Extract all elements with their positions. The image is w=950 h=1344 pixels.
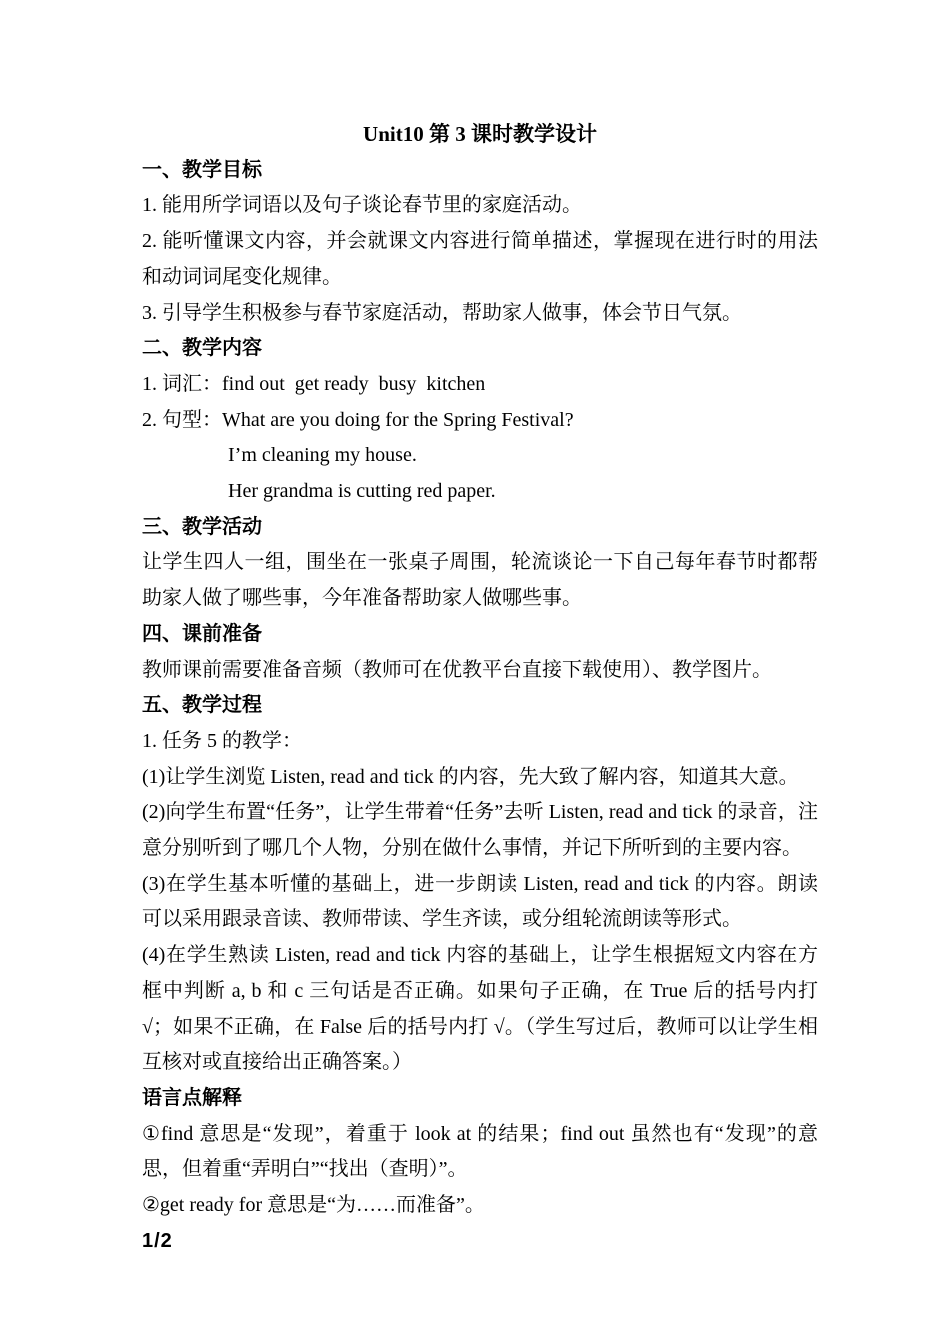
paragraph-sentence-example-2: Her grandma is cutting red paper. [228, 480, 496, 503]
heading-preparation: 四、课前准备 [142, 622, 262, 645]
paragraph-goal-2: 2. 能听懂课文内容，并会就课文内容进行简单描述，掌握现在进行时的用法和动词词尾变化规律。 [142, 230, 818, 288]
paragraph-step-4: (4)在学生熟读 Listen, read and tick 内容的基础上，让学生根据短文内容在方框中判断 a, b 和 c 三句话是否正确。如果句子正确，在 True 后的括号内打 √；如果不正确，在 False 后的括号内打 √。（学生写过后，教师可以让学生相互核对或直接给出正确答案。） [142, 944, 823, 1074]
paragraph-sentence-pattern: 2. 句型：What are you doing for the Spring Festival? [142, 408, 574, 431]
paragraph-step-3: (3)在学生基本听懂的基础上，进一步朗读 Listen, read and tick 的内容。朗读可以采用跟录音读、教师带读、学生齐读，或分组轮流朗读等形式。 [142, 872, 818, 931]
heading-language-points: 语言点解释 [142, 1086, 242, 1109]
paragraph-step-1: (1)让学生浏览 Listen, read and tick 的内容，先大致了解内容，知道其大意。 [142, 765, 799, 788]
document-content [142, 117, 823, 1260]
heading-teaching-process: 五、教学过程 [142, 694, 262, 717]
heading-teaching-content: 二、教学内容 [142, 337, 262, 360]
paragraph-activity: 让学生四人一组，围坐在一张桌子周围，轮流谈论一下自己每年春节时都帮助家人做了哪些事，今年准备帮助家人做哪些事。 [142, 551, 818, 610]
paragraph-goal-1: 1. 能用所学词语以及句子谈论春节里的家庭活动。 [142, 194, 582, 217]
heading-teaching-activity: 三、教学活动 [142, 515, 262, 538]
page-number: 1/2 [142, 1229, 173, 1252]
paragraph-language-point-1: ①find 意思是“发现”，着重于 look at 的结果；find out 虽然也有“发现”的意思，但着重“弄明白”“找出（查明）”。 [142, 1122, 818, 1181]
paragraph-sentence-example-1: I’m cleaning my house. [228, 444, 417, 467]
paragraph-task5: 1. 任务 5 的教学： [142, 729, 302, 752]
paragraph-preparation: 教师课前需要准备音频（教师可在优教平台直接下载使用）、教学图片。 [142, 658, 772, 681]
paragraph-vocabulary: 1. 词汇：find out get ready busy kitchen [142, 372, 486, 395]
paragraph-step-2: (2)向学生布置“任务”，让学生带着“任务”去听 Listen, read and tick 的录音，注意分别听到了哪几个人物，分别在做什么事情，并记下所听到的主要内容。 [142, 801, 818, 860]
paragraph-language-point-2: ②get ready for 意思是“为……而准备”。 [142, 1194, 485, 1217]
document-title: Unit10 第 3 课时教学设计 [363, 122, 597, 146]
paragraph-goal-3: 3. 引导学生积极参与春节家庭活动，帮助家人做事，体会节日气氛。 [142, 301, 742, 324]
heading-teaching-goals: 一、教学目标 [142, 158, 262, 181]
